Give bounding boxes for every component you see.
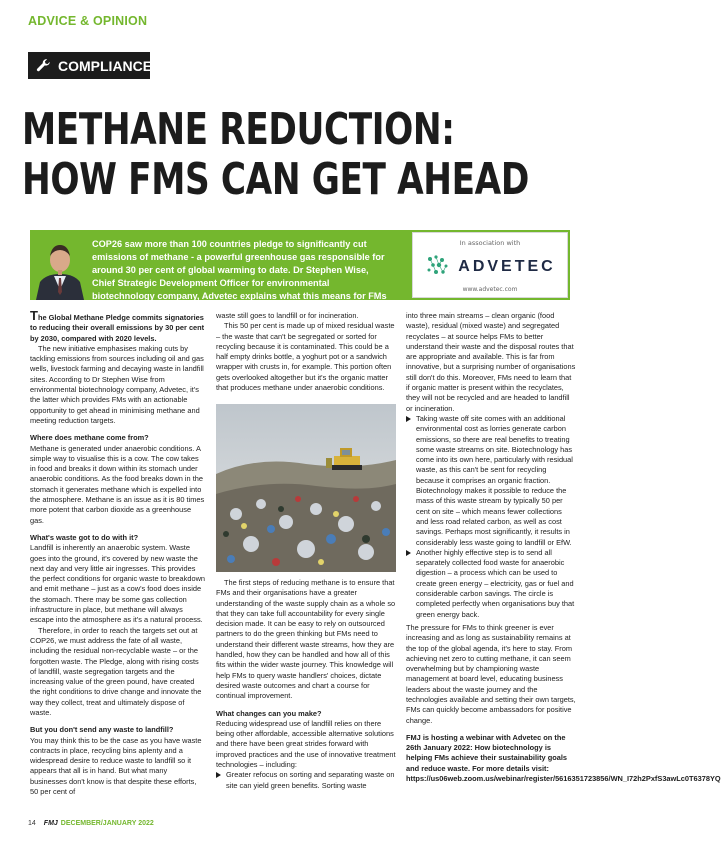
wrench-icon [34, 57, 52, 75]
bullet-item: Taking waste off site comes with an additional environmental cost as lorries generate carbon emissions, so there are real benefits to treating some waste streams on site. Biotechnology has come into its own here, particularly with residual waste, as this can't be sent for recycling because it comprises an organic fraction. Biotechnology makes it possible to reduce the mass of this waste stream by typically 50 per cent on site – which means fewer collections and less road related carbon, as well as cost savings. Perhaps most significantly, it results in considerably less waste going to landfill or EfW. [406, 414, 576, 548]
landfill-photo [216, 404, 396, 572]
column-2-lower [216, 578, 396, 791]
body-paragraph: waste still goes to landfill or for incineration. [216, 311, 359, 320]
sponsor-assoc: In association with [459, 239, 521, 247]
drop-cap: T [30, 308, 38, 323]
sponsor-url[interactable]: www.advetec.com [462, 286, 518, 293]
body-paragraph: The first steps of reducing methane is to ensure that FMs and their organisations have a greater understanding of the waste supply chain as a whole so that they can take full accountability for every single decision made. It can be easy to rely on outsourced partners to do the green thinking but FMs need to understand their different waste streams, how they are handled, how they can be handled and how all of this fits within the wider waste journey. This knowledge will help FMs to query waste handlers' choices, dictate desired waste outcomes and chart a course for continual improvement. [216, 578, 396, 701]
bullet-icon [216, 772, 221, 778]
sponsor-name: ADVETEC [458, 258, 556, 275]
column-2 [216, 311, 396, 393]
webinar-callout[interactable]: FMJ is hosting a webinar with Advetec on the 26th January 2022: How biotechnology is helping FMs achieve their sustainability goals and reduce waste. For more details visit: https://us06web.zoom.us/webinar/register/5616351723856/WN_I72h2PxfS3awLc0T6378YQ [406, 732, 721, 784]
headline [22, 104, 582, 205]
body-paragraph: You may think this to be the case as you have waste contracts in place, recycling bins aplenty and a widespread desire to reduce waste to landfill so it appears that all is in hand. But what many businesses don't know is that despite these efforts, 50 per cent of [30, 735, 202, 797]
subheading: What changes can you make? [216, 708, 322, 718]
subheading: Where does methane come from? [30, 433, 149, 443]
body-paragraph: This 50 per cent is made up of mixed residual waste – the waste that can't be segregated or sorted for recycling because it is contaminated. This could be a half empty drinks bottle, a yoghurt pot or a sandwich wrapper with crusts in, for example. This portion often gets overlooked altogether but it's the organic matter that produces methane under anaerobic conditions. [216, 321, 395, 393]
bullet-icon [406, 416, 411, 422]
body-paragraph: Landfill is inherently an anaerobic system. Waste goes into the ground, it's covered by new waste the next day and very little air ingresses. This provides the perfect conditions for organic waste to breakdown and emit methane – just as a cow's food does inside the stomach. There may be some gas collection infrastructure in place, but methane will always escape into the atmosphere as it's a natural process. [30, 543, 206, 625]
headline-line1: METHANE REDUCTION: [22, 104, 455, 155]
sponsor-logo [413, 253, 567, 281]
body-paragraph: Reducing widespread use of landfill relies on there being other affordable, accessible alternative solutions and there have been great strides forward with improved practices and the use of innovative treatment technologies – including: [216, 718, 396, 770]
headline-line2: HOW FMS CAN GET AHEAD [22, 154, 529, 205]
subheading: What's waste got to do with it? [30, 532, 139, 542]
bullet-list [216, 770, 396, 791]
subheading: But you don't send any waste to landfill? [30, 725, 174, 735]
body-paragraph: into three main streams – clean organic (food waste), residual (mixed waste) and segregated recyclates – at source helps FMs to better understand their waste and the disposal routes that are appropriate and available. This is far from innovative, but a surprising number of organisations still don't do this. Moreover, FMs need to learn that if organic matter is present within the recyclates, they will not be recycled and are headed to landfill or incineration. [406, 311, 576, 413]
section-tag-label: COMPLIANCE [58, 57, 153, 74]
lead-paragraph: he Global Methane Pledge commits signatories to reducing their overall emissions by 30 per cent by 2030, compared with 2020 levels. [30, 313, 205, 343]
column-1 [30, 308, 206, 797]
issue-date: DECEMBER/JANUARY 2022 [60, 820, 154, 827]
column-3 [406, 311, 721, 784]
author-portrait [32, 230, 88, 300]
body-paragraph: The pressure for FMs to think greener is ever increasing and as long as sustainability remains at the top of the global agenda, it's here to stay. From achieving net zero to cutting methane, it can seem overwhelming but by championing waste management at board level, educating business leaders about the waste journey and the technologies available and setting their own targets, FMs can quickly become ambassadors for positive change. [406, 622, 576, 725]
section-kicker: ADVICE & OPINION [28, 14, 148, 28]
bullet-list [406, 414, 576, 620]
body-paragraph: Therefore, in order to reach the targets set out at COP26, we must address the fate of all waste, including the residual non-recyclable waste – or the forgotten waste. The Pledge, along with rising costs of landfill, waste segregation targets and the increasing value of the green pound, have created the right conditions to drive change and innovate the way they collect, treat and ultimately dispose of waste. [30, 625, 202, 717]
bullet-icon [406, 550, 411, 556]
magazine-brand: FMJ [43, 820, 58, 827]
section-tag [28, 52, 153, 79]
standfirst: COP26 saw more than 100 countries pledge to significantly cut emissions of methane - a powerful greenhouse gas responsible for around 30 per cent of global warming to date. Dr Stephen Wise, Chief Strategic Development Officer for environmental biotechnology company, Advetec explains what this means for FMs [92, 239, 387, 301]
advetec-logo-icon [424, 253, 452, 281]
page-number: 14 [28, 820, 36, 827]
body-paragraph: The new initiative emphasises making cuts by tackling emissions from sources including oil and gas wells, livestock farming and decaying waste in landfill sites. According to Dr Stephen Wise from environmental biotechnology company, Advetec, it's the latter which provides FMs with an actionable opportunity to get ahead in minimising methane and meeting reduction targets. [30, 343, 204, 425]
sponsor-box[interactable] [412, 232, 568, 298]
bullet-item: Another highly effective step is to send all separately collected food waste for anaerobic digestion – a process which can be used to create green energy – electricity, gas or fuel and considerable carbon savings. The circle is completed perfectly when organisations buy that green energy back. [406, 548, 576, 620]
body-paragraph: Methane is generated under anaerobic conditions. A simple way to visualise this is a cow. The cow takes in food and breaks it down within its stomach under anaerobic conditions. As the food breaks down in the stomach it generates methane which is expelled into the atmosphere. Methane is an issue as it is 80 times more potent that carbon dioxide as a greenhouse gas. [30, 443, 205, 525]
page-footer [28, 820, 154, 827]
bullet-item: Greater refocus on sorting and separating waste on site can yield green benefits. Sorting waste [216, 770, 396, 791]
